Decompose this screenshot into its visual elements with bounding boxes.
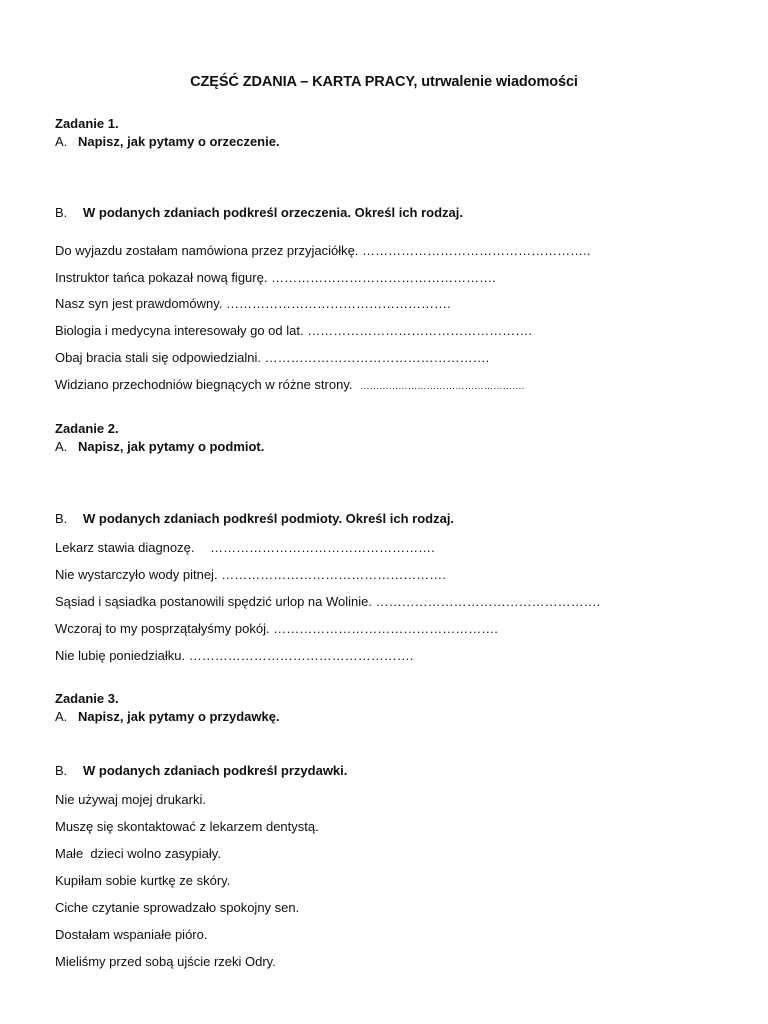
answer-dots: ……………………………………………. (307, 323, 532, 338)
page-title: CZĘŚĆ ZDANIA – KARTA PRACY, utrwalenie wiadomości (190, 74, 578, 90)
answer-dots: ……………………………………………. (210, 540, 435, 555)
sentence-text: Widziano przechodniów biegnących w różne strony. (55, 377, 353, 392)
sentence-text: Do wyjazdu zostałam namówiona przez przyjaciółkę. (55, 243, 359, 258)
task1-sentence (55, 350, 489, 366)
task1-sentence (55, 243, 590, 259)
task2-heading: Zadanie 2. (55, 421, 119, 436)
task3-sentence: Kupiłam sobie kurtkę ze skóry. (55, 873, 231, 888)
task2-part-a (55, 439, 264, 455)
sentence-text: Sąsiad i sąsiadka postanowili spędzić urlop na Wolinie. (55, 594, 372, 609)
sentence-text: Lekarz stawia diagnozę. (55, 540, 195, 555)
answer-dots: ……………………………………………. (273, 621, 498, 636)
task3-part-b (55, 763, 347, 779)
task3-a-mark: A. (55, 709, 68, 724)
task3-sentence: Muszę się skontaktować z lekarzem dentystą. (55, 819, 319, 834)
answer-dots: ……………………………………………. (188, 648, 414, 663)
task1-sentence (55, 377, 524, 395)
task3-b-mark: B. (55, 763, 68, 778)
task2-sentence (55, 594, 600, 610)
task3-a-instruction: Napisz, jak pytamy o przydawkę. (78, 709, 280, 724)
task3-sentence: Dostałam wspaniałe pióro. (55, 927, 208, 942)
task3-heading: Zadanie 3. (55, 691, 119, 706)
answer-dots: ……………………………………………. (221, 567, 446, 582)
answer-dots: ……………………………………………. (375, 594, 601, 609)
task3-sentence: Nie używaj mojej drukarki. (55, 792, 206, 807)
task2-b-instruction: W podanych zdaniach podkreśl podmioty. Określ ich rodzaj. (83, 511, 455, 526)
task3-sentence: Małe dzieci wolno zasypiały. (55, 846, 221, 861)
sentence-text: Nie lubię poniedziałku. (55, 648, 186, 663)
task1-part-b (55, 205, 463, 221)
sentence-text: Instruktor tańca pokazał nową figurę. (55, 270, 268, 285)
task1-sentence (55, 323, 532, 339)
task3-part-a (55, 709, 280, 725)
answer-dots: ……………………………………………. (360, 381, 525, 392)
answer-dots: ……………………………………………. (264, 350, 490, 365)
task2-sentence (55, 540, 435, 556)
sentence-text: Nasz syn jest prawdomówny. (55, 296, 223, 311)
task1-a-instruction: Napisz, jak pytamy o orzeczenie. (78, 134, 280, 149)
task2-a-mark: A. (55, 439, 68, 454)
sentence-text: Wczoraj to my posprzątałyśmy pokój. (55, 621, 270, 636)
task2-sentence (55, 621, 498, 637)
task1-b-instruction: W podanych zdaniach podkreśl orzeczenia. Określ ich rodzaj. (83, 205, 463, 220)
task1-heading: Zadanie 1. (55, 116, 119, 131)
answer-dots: ……………………………………………. (271, 270, 496, 285)
task2-b-mark: B. (55, 511, 68, 526)
task1-b-mark: B. (55, 205, 68, 220)
task1-sentence (55, 296, 451, 312)
task2-a-instruction: Napisz, jak pytamy o podmiot. (78, 439, 265, 454)
task2-sentence (55, 567, 446, 583)
task1-part-a (55, 134, 280, 150)
task1-a-mark: A. (55, 134, 68, 149)
task3-sentence: Mieliśmy przed sobą ujście rzeki Odry. (55, 954, 276, 969)
task1-sentence (55, 270, 496, 286)
sentence-text: Obaj bracia stali się odpowiedzialni. (55, 350, 261, 365)
sentence-text: Nie wystarczyło wody pitnej. (55, 567, 218, 582)
task3-sentence: Ciche czytanie sprowadzało spokojny sen. (55, 900, 300, 915)
task2-part-b (55, 511, 454, 527)
answer-dots: ……………………………………………. (226, 296, 451, 311)
sentence-text: Biologia i medycyna interesowały go od lat. (55, 323, 304, 338)
task2-sentence (55, 648, 413, 664)
task3-b-instruction: W podanych zdaniach podkreśl przydawki. (83, 763, 348, 778)
answer-dots: …………………………………………….. (362, 243, 591, 258)
